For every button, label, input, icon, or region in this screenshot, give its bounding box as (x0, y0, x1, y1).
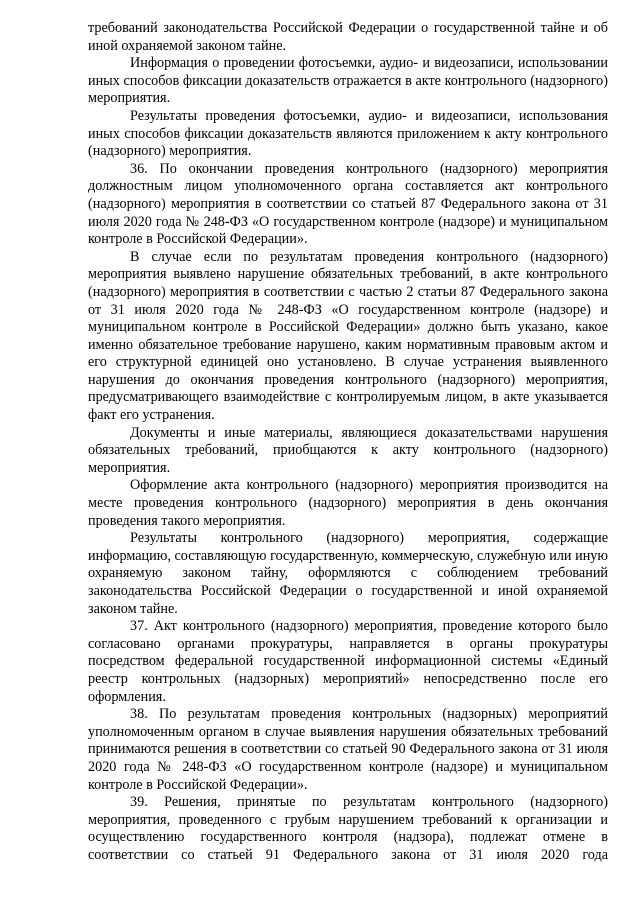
paragraph-item-39: 39. Решения, принятые по результатам контрольного (надзорного) мероприятия, проведенного с грубым нарушением требований к организации и осуществлению государственного контроля (надзора), подлежат отмене в соответствии со статьей 91 Федерального закона от 31 июля 2020 года (88, 794, 608, 863)
paragraph-photo-results: Результаты проведения фотосъемки, аудио- и видеозаписи, использования иных способов фиксации доказательств являются приложением к акту контрольного (надзорного) мероприятия. (88, 107, 608, 160)
paragraph-act-registration: Оформление акта контрольного (надзорного) мероприятия производится на месте проведения контрольного (надзорного) мероприятия в день окончания проведения такого мероприятия. (88, 477, 608, 529)
document-page (88, 20, 608, 865)
paragraph-item-38: 38. По результатам проведения контрольных (надзорных) мероприятий уполномоченным органом в случае выявления нарушения обязательных требований принимаются решения в соответствии со статьей 90 Федерального закона от 31 июля 2020 года № 248-ФЗ «О государственном контроле (надзоре) и муниципальном контроле в Российской Федерации». (88, 706, 608, 793)
paragraph-evidence-documents: Документы и иные материалы, являющиеся доказательствами нарушения обязательных требований, приобщаются к акту контрольного (надзорного) мероприятия. (88, 424, 608, 476)
paragraph-item-36: 36. По окончании проведения контрольного (надзорного) мероприятия должностным лицом уполномоченного органа составляется акт контрольного (надзорного) мероприятия в соответствии со статьей 87 Федерального закона от 31 июля 2020 года № 248-ФЗ «О государственном контроле (надзоре) и муниципальном контроле в Российской Федерации». (88, 160, 608, 248)
paragraph-violation-case: В случае если по результатам проведения контрольного (надзорного) мероприятия выявлено нарушение обязательных требований, в акте контрольного (надзорного) мероприятия в соответствии с частью 2 статьи 87 Федерального закона от 31 июля 2020 года № 248-ФЗ «О государственном контроле (надзоре) и муниципальном контроле в Российской Федерации» должно быть указано, какое именно обязательное требование нарушено, каким нормативным правовым актом и его структурной единицей оно установлено. В случае устранения выявленного нарушения до окончания проведения контрольного (надзорного) мероприятия, предусматривающего взаимодействие с контролируемым лицом, в акте указывается факт его устранения. (88, 248, 608, 424)
paragraph-secret-results: Результаты контрольного (надзорного) мероприятия, содержащие информацию, составляющую государственную, коммерческую, служебную или иную охраняемую законом тайну, оформляются с соблюдением требований законодательства Российской Федерации о государственной и иной охраняемой законом тайне. (88, 530, 608, 617)
paragraph-item-37: 37. Акт контрольного (надзорного) мероприятия, проведение которого было согласовано органами прокуратуры, направляется в органы прокуратуры посредством федеральной государственной информационной системы «Единый реестр контрольных (надзорных) мероприятий» непосредственно после его оформления. (88, 618, 608, 705)
paragraph-photo-info: Информация о проведении фотосъемки, аудио- и видеозаписи, использовании иных способов фиксации доказательств отражается в акте контрольного (надзорного) мероприятия. (88, 55, 608, 107)
paragraph-continuation: требований законодательства Российской Федерации о государственной тайне и об иной охраняемой законом тайне. (88, 20, 608, 54)
